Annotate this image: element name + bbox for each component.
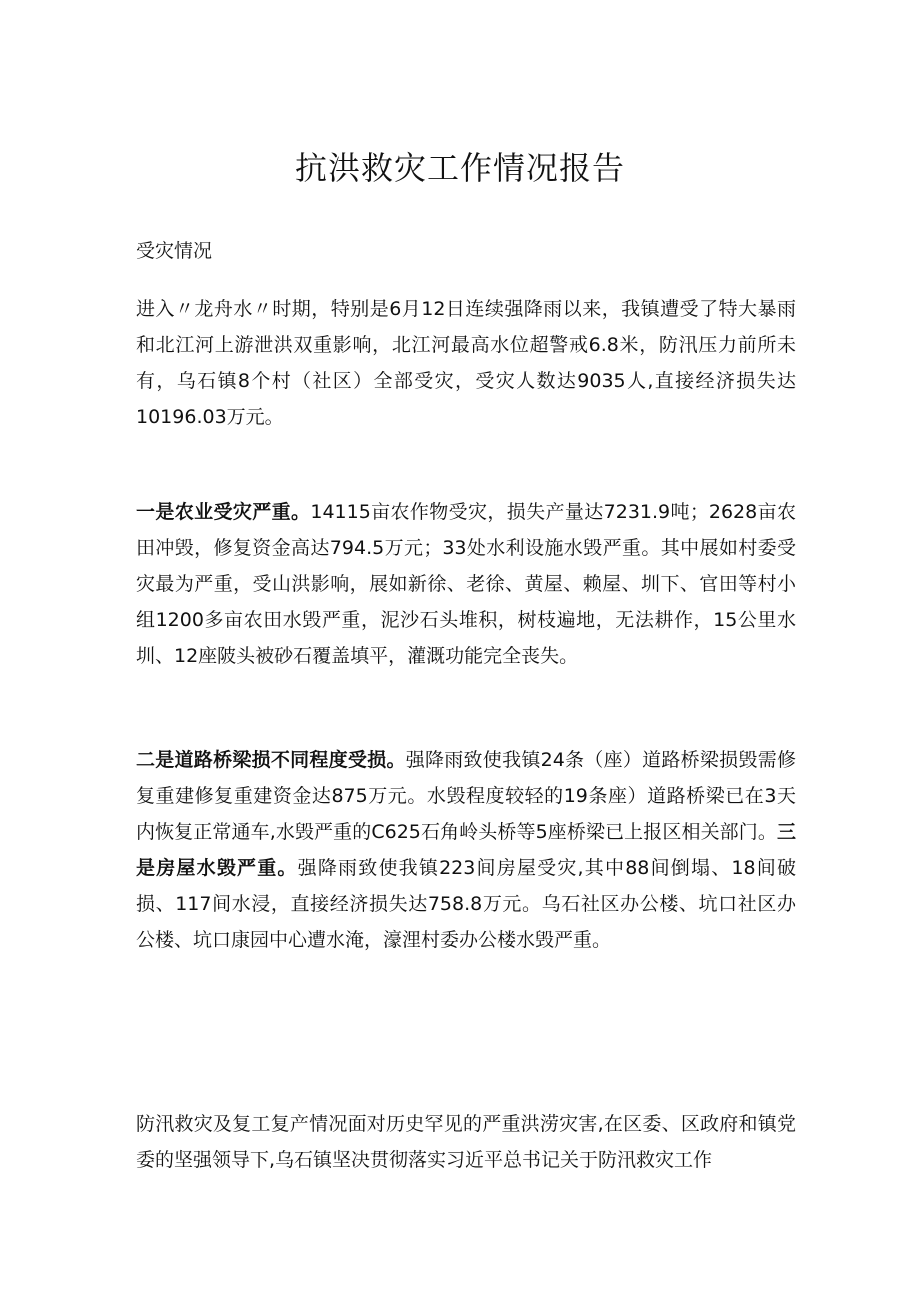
paragraph-text: 防汛救灾及复工复产情况面对历史罕见的严重洪涝灾害,在区委、区政府和镇党委的坚强领导下,乌石镇坚决贯彻落实习近平总书记关于防汛救灾工作: [136, 1113, 796, 1171]
paragraph-lead-housing: 三是房屋水毁严重。: [136, 821, 796, 879]
paragraph-roads-and-housing: [136, 742, 796, 958]
section-heading: 受灾情况: [136, 240, 213, 262]
paragraph-text: 14115亩农作物受灾，损失产量达7231.9吨；2628亩农田冲毁，修复资金高达794.5万元；33处水利设施水毁严重。其中展如村委受灾最为严重，受山洪影响，展如新徐、老徐、黄屋、赖屋、圳下、官田等村小组1200多亩农田水毁严重，泥沙石头堆积，树枝遍地，无法耕作，15公里水圳、12座陂头被砂石覆盖填平，灌溉功能完全丧失。: [136, 501, 796, 667]
paragraph-text-housing: 强降雨致使我镇223间房屋受灾,其中88间倒塌、18间破损、117间水浸，直接经济损失达758.8万元。乌石社区办公楼、坑口社区办公楼、坑口康园中心遭水淹，濠浬村委办公楼水毁严重。: [136, 857, 796, 951]
paragraph-relief-recovery: [136, 1106, 796, 1178]
paragraph-lead: 一是农业受灾严重。: [136, 501, 311, 523]
paragraph-agriculture: [136, 494, 796, 674]
paragraph-lead: 二是道路桥梁损不同程度受损。: [136, 749, 406, 771]
document-title: 抗洪救灾工作情况报告: [294, 149, 625, 187]
paragraph-disaster-overview: [136, 291, 796, 435]
paragraph-text: 进入〃龙舟水〃时期，特别是6月12日连续强降雨以来，我镇遭受了特大暴雨和北江河上游泄洪双重影响，北江河最高水位超警戒6.8米，防汛压力前所未有，乌石镇8个村（社区）全部受灾，受灾人数达9035人,直接经济损失达10196.03万元。: [136, 298, 796, 428]
paragraph-text: 强降雨致使我镇24条（座）道路桥梁损毁需修复重建修复重建资金达875万元。水毁程度较轻的19条座）道路桥梁已在3天内恢复正常通车,水毁严重的C625石角岭头桥等5座桥梁已上报区相关部门。: [136, 749, 796, 843]
